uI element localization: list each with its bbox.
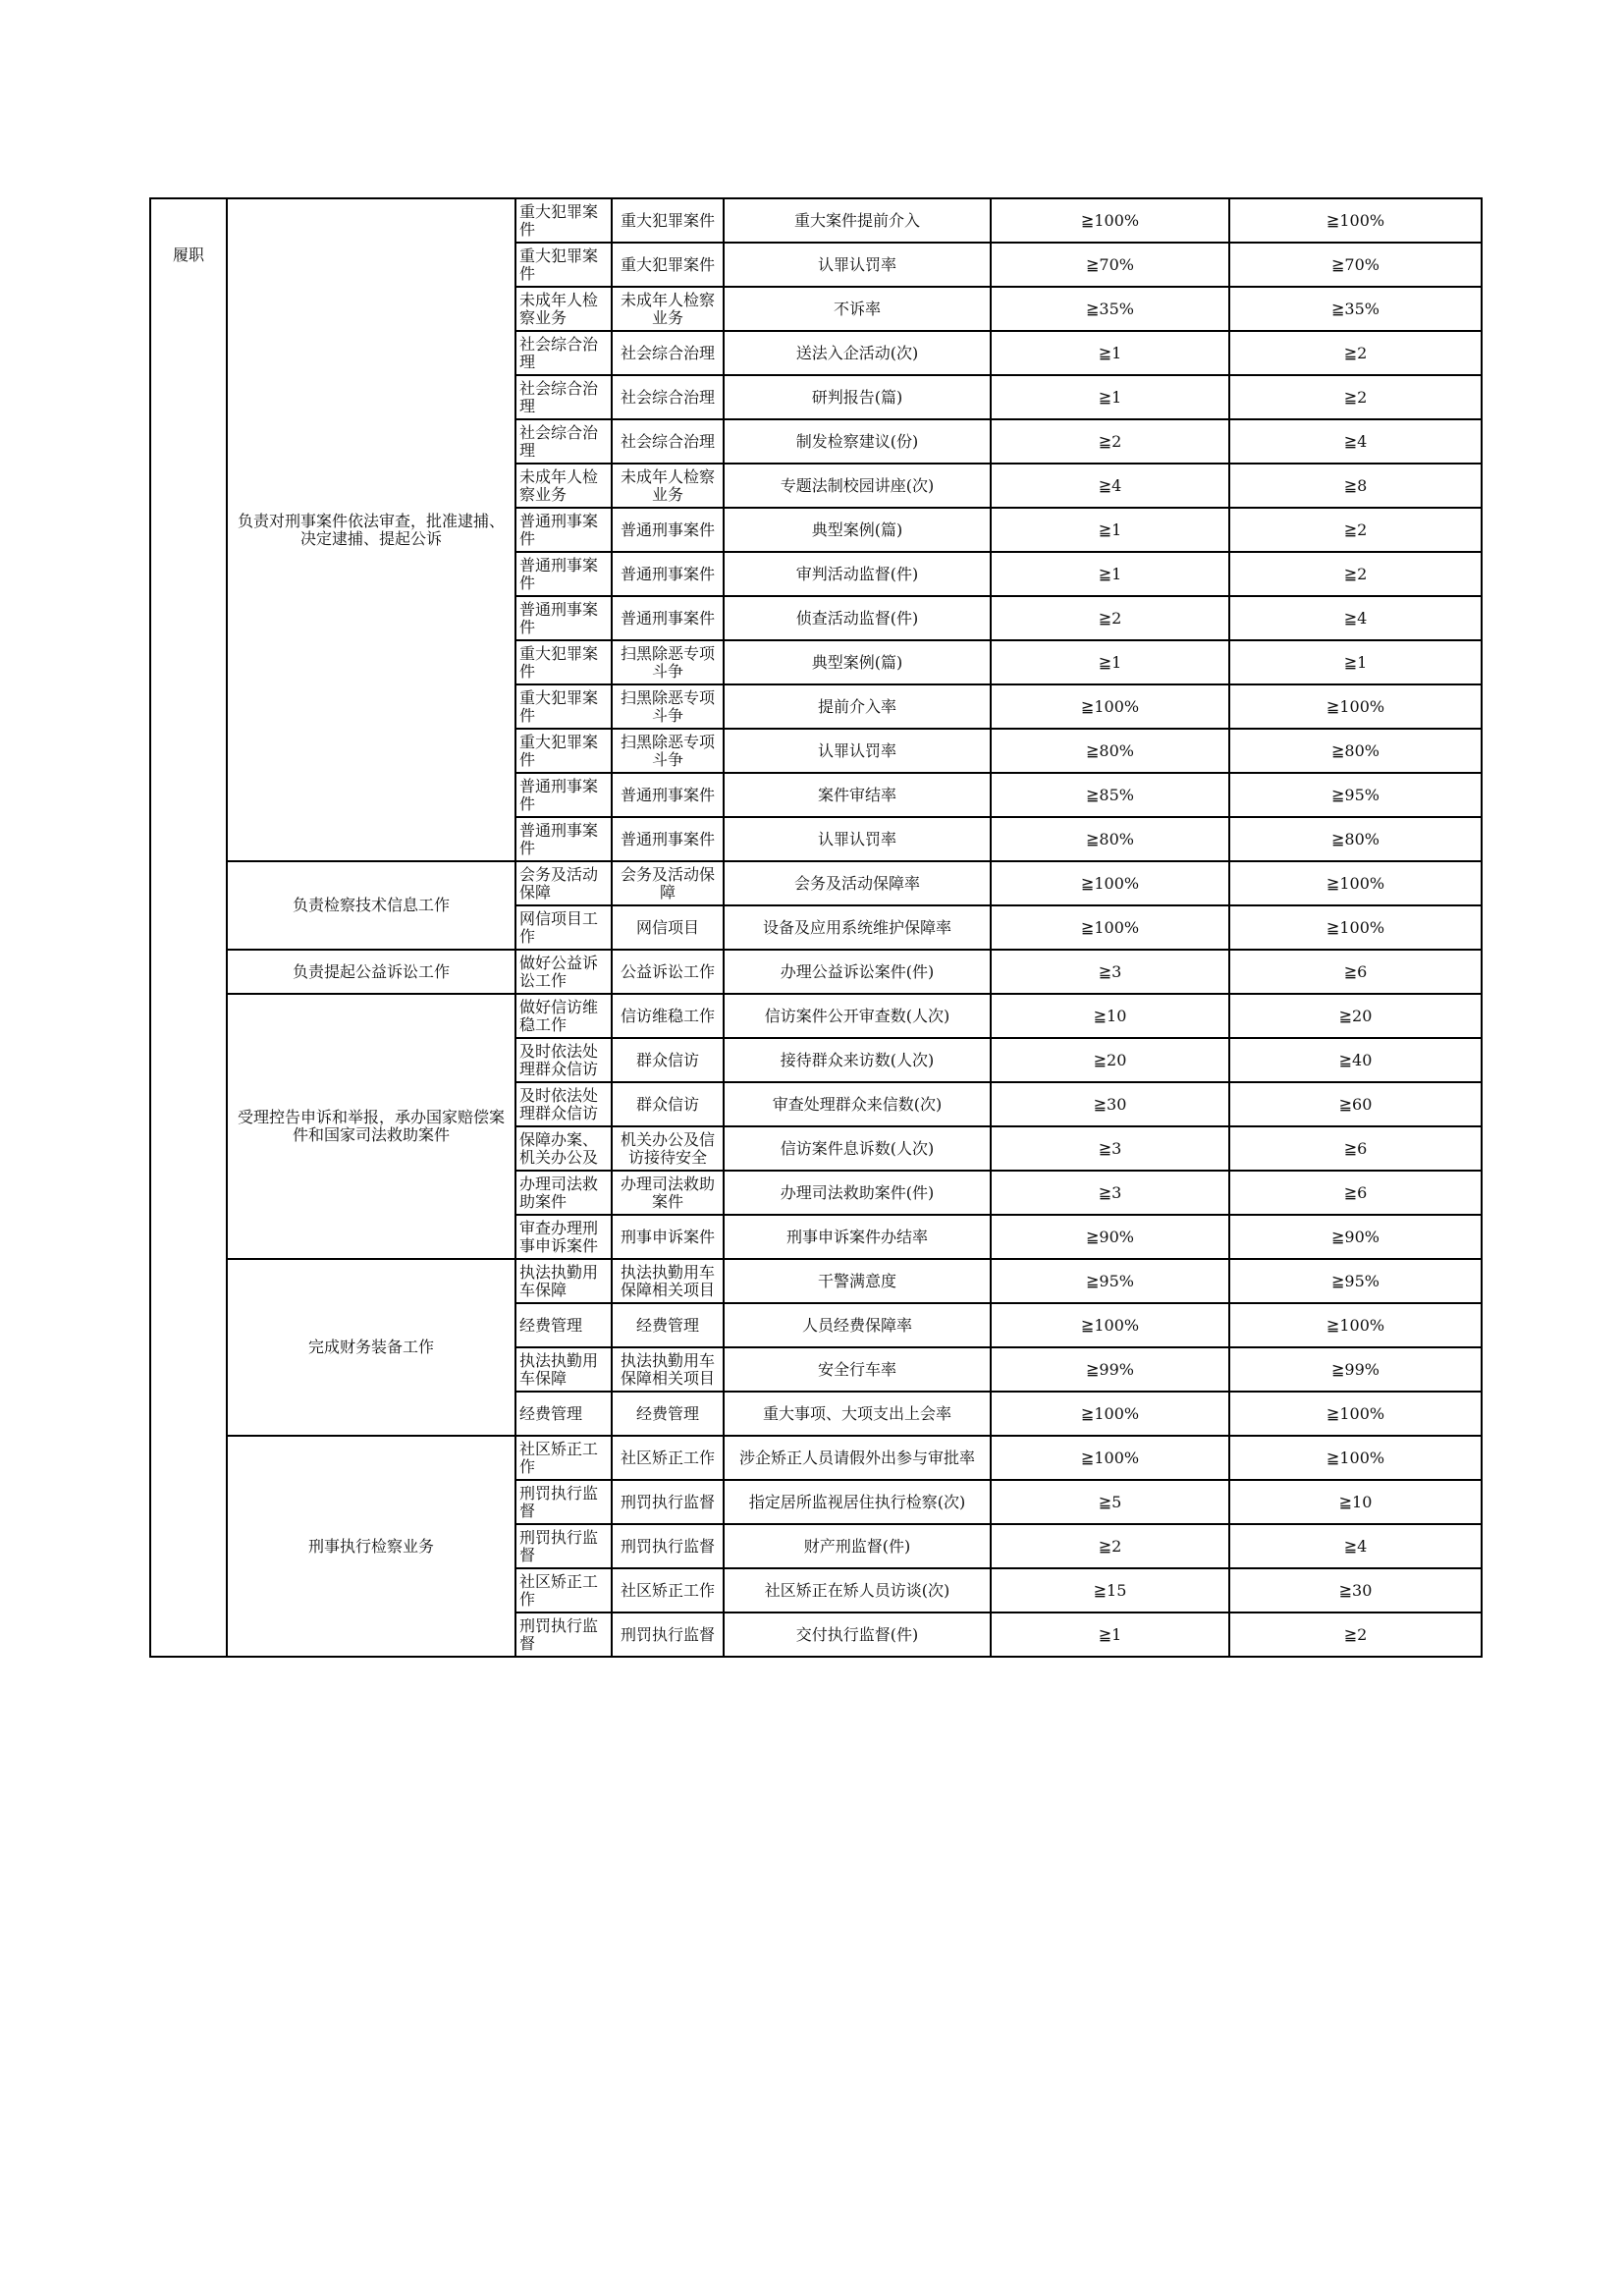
target-a-cell: ≧30 [991,1082,1229,1126]
table-row [150,994,1482,1038]
target-b-cell: ≧2 [1229,375,1482,419]
table-row [150,861,1482,905]
indicator-cell: 送法入企活动(次) [724,331,991,375]
performance-target-table-sheet [149,197,1481,1658]
subcategory-cell [612,419,724,464]
subcategory-cell [612,596,724,640]
table-row [150,950,1482,994]
target-b-cell: ≧100% [1229,1303,1482,1347]
target-b-cell: ≧20 [1229,994,1482,1038]
category-cell [515,375,612,419]
target-a-cell: ≧2 [991,596,1229,640]
indicator-cell: 办理公益诉讼案件(件) [724,950,991,994]
category-cell [515,640,612,684]
subcategory-cell-text: 执法执勤用车保障相关项目 [620,1351,715,1388]
subcategory-cell-text: 刑罚执行监督 [620,1625,715,1644]
target-a-cell: ≧80% [991,817,1229,861]
subcategory-cell-text: 公益诉讼工作 [620,962,715,981]
indicator-cell: 干警满意度 [724,1259,991,1303]
subcategory-cell [612,905,724,950]
subcategory-cell-text: 办理司法救助案件 [620,1175,715,1211]
subcategory-cell [612,861,724,905]
target-b-cell: ≧2 [1229,331,1482,375]
indicator-cell: 案件审结率 [724,773,991,817]
subcategory-cell [612,243,724,287]
category-cell [515,552,612,596]
subcategory-cell [612,950,724,994]
category-cell-text: 会务及活动保障 [519,865,599,902]
subcategory-cell [612,1524,724,1568]
subcategory-cell-text: 执法执勤用车保障相关项目 [620,1263,715,1299]
indicator-cell: 刑事申诉案件办结率 [724,1215,991,1259]
subcategory-cell-text: 扫黑除恶专项斗争 [620,644,715,681]
category-cell [515,464,612,508]
target-a-cell: ≧70% [991,243,1229,287]
subcategory-cell [612,1436,724,1480]
category-cell-text: 重大犯罪案件 [519,644,599,681]
target-b-cell: ≧70% [1229,243,1482,287]
target-a-cell: ≧3 [991,950,1229,994]
target-a-cell: ≧1 [991,375,1229,419]
subcategory-cell-text: 经费管理 [635,1404,699,1423]
category-cell-text: 社会综合治理 [519,335,599,371]
indicator-cell: 认罪认罚率 [724,817,991,861]
category-cell [515,861,612,905]
subcategory-cell [612,1392,724,1436]
target-a-cell: ≧90% [991,1215,1229,1259]
subcategory-cell [612,1038,724,1082]
subcategory-cell [612,1347,724,1392]
category-cell [515,1480,612,1524]
table-body [150,198,1482,1657]
category-cell-text: 社会综合治理 [519,379,599,415]
indicator-cell: 信访案件公开审查数(人次) [724,994,991,1038]
category-cell [515,1303,612,1347]
target-b-cell: ≧99% [1229,1347,1482,1392]
target-a-cell: ≧80% [991,729,1229,773]
category-cell-text: 办理司法救助案件 [519,1175,599,1211]
category-cell [515,1568,612,1613]
target-b-cell: ≧100% [1229,1436,1482,1480]
target-a-cell: ≧2 [991,419,1229,464]
indicator-cell: 人员经费保障率 [724,1303,991,1347]
subcategory-cell-text: 普通刑事案件 [620,786,715,804]
target-a-cell: ≧1 [991,508,1229,552]
category-cell-text: 网信项目工作 [519,909,599,946]
category-cell [515,817,612,861]
target-b-cell: ≧1 [1229,640,1482,684]
target-b-cell: ≧90% [1229,1215,1482,1259]
target-a-cell: ≧5 [991,1480,1229,1524]
target-a-cell: ≧100% [991,861,1229,905]
indicator-cell: 接待群众来访数(人次) [724,1038,991,1082]
indicator-cell: 社区矫正在矫人员访谈(次) [724,1568,991,1613]
category-cell-text: 重大犯罪案件 [519,202,599,239]
category-cell-text: 保障办案、机关办公及 [519,1130,599,1167]
indicator-cell: 重大事项、大项支出上会率 [724,1392,991,1436]
category-cell [515,331,612,375]
category-cell [515,419,612,464]
category-cell-text: 社区矫正工作 [519,1572,599,1609]
category-cell [515,243,612,287]
subcategory-cell-text: 重大犯罪案件 [620,255,715,274]
category-cell-text: 重大犯罪案件 [519,246,599,283]
category-cell-text: 经费管理 [519,1404,583,1423]
target-a-cell: ≧1 [991,640,1229,684]
category-cell-text: 普通刑事案件 [519,821,599,857]
subcategory-cell [612,1303,724,1347]
target-b-cell: ≧80% [1229,729,1482,773]
subcategory-cell [612,729,724,773]
target-b-cell: ≧35% [1229,287,1482,331]
target-a-cell: ≧85% [991,773,1229,817]
category-cell [515,1126,612,1171]
subcategory-cell-text: 未成年人检察业务 [620,291,715,327]
subcategory-cell-text: 网信项目 [635,918,699,937]
category-cell [515,1392,612,1436]
subcategory-cell [612,684,724,729]
subcategory-cell-text: 社会综合治理 [620,344,715,362]
subcategory-cell-text: 扫黑除恶专项斗争 [620,688,715,725]
subcategory-cell [612,464,724,508]
indicator-cell: 研判报告(篇) [724,375,991,419]
category-cell-text: 重大犯罪案件 [519,733,599,769]
category-cell-text: 普通刑事案件 [519,600,599,636]
category-cell-text: 重大犯罪案件 [519,688,599,725]
target-a-cell: ≧2 [991,1524,1229,1568]
duty-cell: 负责提起公益诉讼工作 [227,950,515,994]
subcategory-cell-text: 普通刑事案件 [620,609,715,628]
subcategory-cell-text: 社会综合治理 [620,432,715,451]
subcategory-cell-text: 社会综合治理 [620,388,715,407]
target-b-cell: ≧60 [1229,1082,1482,1126]
indicator-cell: 会务及活动保障率 [724,861,991,905]
target-b-cell: ≧2 [1229,1613,1482,1657]
subcategory-cell-text: 社区矫正工作 [620,1449,715,1467]
subcategory-cell-text: 未成年人检察业务 [620,467,715,504]
target-b-cell: ≧4 [1229,1524,1482,1568]
duty-cell: 负责检察技术信息工作 [227,861,515,950]
category-cell [515,1171,612,1215]
duty-cell: 受理控告申诉和举报，承办国家赔偿案件和国家司法救助案件 [227,994,515,1259]
indicator-cell: 涉企矫正人员请假外出参与审批率 [724,1436,991,1480]
indicator-cell: 审判活动监督(件) [724,552,991,596]
subcategory-cell-text: 群众信访 [635,1051,699,1069]
subcategory-cell-text: 扫黑除恶专项斗争 [620,733,715,769]
target-a-cell: ≧100% [991,1303,1229,1347]
target-b-cell: ≧100% [1229,198,1482,243]
subcategory-cell-text: 重大犯罪案件 [620,211,715,230]
target-a-cell: ≧1 [991,1613,1229,1657]
subcategory-cell [612,287,724,331]
indicator-cell: 办理司法救助案件(件) [724,1171,991,1215]
category-cell-text: 执法执勤用车保障 [519,1263,599,1299]
indicator-cell: 专题法制校园讲座(次) [724,464,991,508]
target-a-cell: ≧95% [991,1259,1229,1303]
duty-cell: 负责对刑事案件依法审查，批准逮捕、决定逮捕、提起公诉 [227,198,515,861]
category-cell-text: 未成年人检察业务 [519,291,599,327]
category-cell-text: 经费管理 [519,1316,583,1335]
section-label-cell: 履职 [150,198,227,1657]
target-b-cell: ≧100% [1229,1392,1482,1436]
subcategory-cell [612,817,724,861]
subcategory-cell-text: 刑事申诉案件 [620,1228,715,1246]
table-row [150,198,1482,243]
subcategory-cell [612,508,724,552]
target-b-cell: ≧100% [1229,905,1482,950]
category-cell-text: 及时依法处理群众信访 [519,1042,599,1078]
indicator-cell: 典型案例(篇) [724,640,991,684]
subcategory-cell-text: 刑罚执行监督 [620,1537,715,1556]
target-a-cell: ≧3 [991,1171,1229,1215]
category-cell-text: 刑罚执行监督 [519,1484,599,1520]
category-cell-text: 普通刑事案件 [519,556,599,592]
category-cell-text: 普通刑事案件 [519,512,599,548]
indicator-cell: 重大案件提前介入 [724,198,991,243]
subcategory-cell [612,994,724,1038]
target-b-cell: ≧6 [1229,1171,1482,1215]
category-cell [515,508,612,552]
target-a-cell: ≧1 [991,331,1229,375]
target-a-cell: ≧100% [991,1392,1229,1436]
subcategory-cell-text: 普通刑事案件 [620,565,715,583]
target-a-cell: ≧15 [991,1568,1229,1613]
target-b-cell: ≧40 [1229,1038,1482,1082]
category-cell-text: 做好公益诉讼工作 [519,954,599,990]
target-b-cell: ≧4 [1229,419,1482,464]
target-b-cell: ≧95% [1229,773,1482,817]
target-b-cell: ≧30 [1229,1568,1482,1613]
subcategory-cell [612,640,724,684]
indicator-cell: 侦查活动监督(件) [724,596,991,640]
table-row [150,1436,1482,1480]
subcategory-cell [612,375,724,419]
indicator-cell: 财产刑监督(件) [724,1524,991,1568]
subcategory-cell [612,1613,724,1657]
indicator-cell: 交付执行监督(件) [724,1613,991,1657]
category-cell [515,994,612,1038]
category-cell-text: 普通刑事案件 [519,777,599,813]
indicator-cell: 认罪认罚率 [724,729,991,773]
target-a-cell: ≧100% [991,905,1229,950]
category-cell-text: 审查办理刑事申诉案件 [519,1219,599,1255]
target-b-cell: ≧95% [1229,1259,1482,1303]
subcategory-cell-text: 经费管理 [635,1316,699,1335]
category-cell [515,1259,612,1303]
subcategory-cell [612,198,724,243]
indicator-cell: 不诉率 [724,287,991,331]
subcategory-cell [612,1082,724,1126]
target-a-cell: ≧100% [991,198,1229,243]
indicator-cell: 制发检察建议(份) [724,419,991,464]
target-b-cell: ≧10 [1229,1480,1482,1524]
category-cell-text: 及时依法处理群众信访 [519,1086,599,1122]
target-b-cell: ≧8 [1229,464,1482,508]
target-a-cell: ≧10 [991,994,1229,1038]
subcategory-cell [612,1171,724,1215]
subcategory-cell [612,1215,724,1259]
subcategory-cell-text: 信访维稳工作 [620,1007,715,1025]
indicator-cell: 设备及应用系统维护保障率 [724,905,991,950]
indicator-cell: 审查处理群众来信数(次) [724,1082,991,1126]
target-b-cell: ≧6 [1229,1126,1482,1171]
category-cell-text: 社区矫正工作 [519,1440,599,1476]
target-b-cell: ≧80% [1229,817,1482,861]
category-cell [515,1436,612,1480]
duty-cell: 完成财务装备工作 [227,1259,515,1436]
category-cell [515,773,612,817]
subcategory-cell [612,1568,724,1613]
target-b-cell: ≧4 [1229,596,1482,640]
category-cell [515,1347,612,1392]
subcategory-cell [612,1480,724,1524]
subcategory-cell-text: 社区矫正工作 [620,1581,715,1600]
target-b-cell: ≧6 [1229,950,1482,994]
target-a-cell: ≧100% [991,1436,1229,1480]
subcategory-cell [612,1126,724,1171]
subcategory-cell-text: 会务及活动保障 [620,865,715,902]
subcategory-cell [612,331,724,375]
target-b-cell: ≧2 [1229,552,1482,596]
category-cell [515,1082,612,1126]
target-a-cell: ≧35% [991,287,1229,331]
target-a-cell: ≧20 [991,1038,1229,1082]
indicator-cell: 提前介入率 [724,684,991,729]
target-a-cell: ≧3 [991,1126,1229,1171]
category-cell [515,1215,612,1259]
category-cell-text: 做好信访维稳工作 [519,998,599,1034]
duty-cell: 刑事执行检察业务 [227,1436,515,1657]
indicator-cell: 信访案件息诉数(人次) [724,1126,991,1171]
category-cell [515,684,612,729]
category-cell-text: 社会综合治理 [519,423,599,460]
target-b-cell: ≧100% [1229,861,1482,905]
indicator-cell: 认罪认罚率 [724,243,991,287]
subcategory-cell-text: 群众信访 [635,1095,699,1114]
category-cell-text: 未成年人检察业务 [519,467,599,504]
subcategory-cell [612,773,724,817]
subcategory-cell-text: 机关办公及信访接待安全 [620,1130,715,1167]
category-cell-text: 执法执勤用车保障 [519,1351,599,1388]
indicator-cell: 典型案例(篇) [724,508,991,552]
category-cell [515,596,612,640]
category-cell-text: 刑罚执行监督 [519,1616,599,1653]
target-a-cell: ≧100% [991,684,1229,729]
subcategory-cell [612,1259,724,1303]
subcategory-cell [612,552,724,596]
table-row [150,1259,1482,1303]
category-cell [515,198,612,243]
category-cell [515,1613,612,1657]
target-a-cell: ≧99% [991,1347,1229,1392]
category-cell [515,1524,612,1568]
target-b-cell: ≧2 [1229,508,1482,552]
category-cell [515,950,612,994]
subcategory-cell-text: 刑罚执行监督 [620,1493,715,1511]
indicator-cell: 安全行车率 [724,1347,991,1392]
target-b-cell: ≧100% [1229,684,1482,729]
category-cell [515,1038,612,1082]
target-a-cell: ≧4 [991,464,1229,508]
target-a-cell: ≧1 [991,552,1229,596]
subcategory-cell-text: 普通刑事案件 [620,830,715,848]
performance-target-table [149,197,1483,1658]
category-cell-text: 刑罚执行监督 [519,1528,599,1564]
indicator-cell: 指定居所监视居住执行检察(次) [724,1480,991,1524]
subcategory-cell-text: 普通刑事案件 [620,520,715,539]
category-cell [515,905,612,950]
category-cell [515,729,612,773]
category-cell [515,287,612,331]
